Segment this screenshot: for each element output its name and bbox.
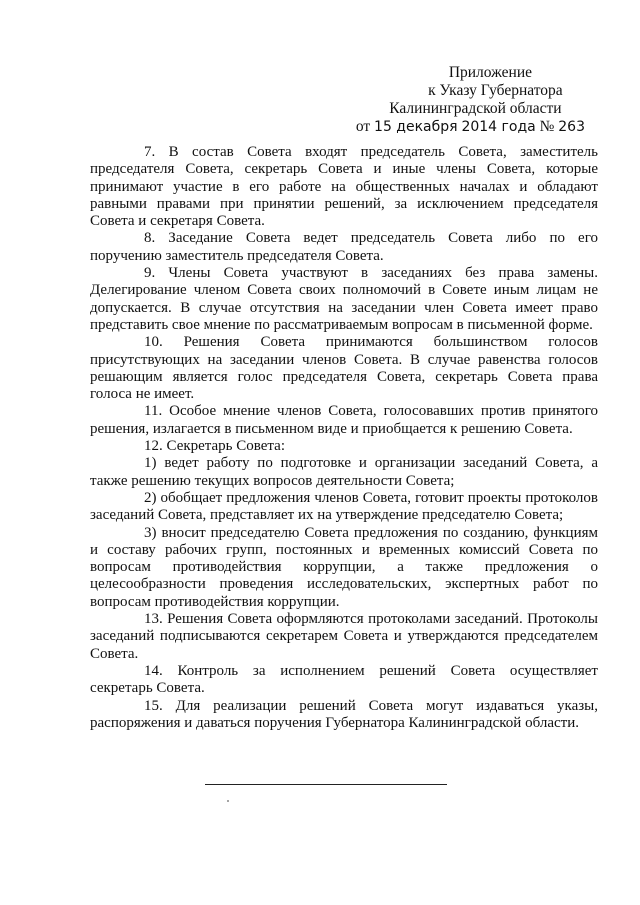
paragraph-8: 8. Заседание Совета ведет председатель Совета либо по его поручению заместитель председателя Совета.	[90, 230, 598, 264]
appendix-decree-ref: к Указу Губернатора	[428, 82, 563, 99]
paragraph-9: 9. Члены Совета участвуют в заседаниях без права замены. Делегирование членом Совета своих полномочий в Совете иным лицам не допускается. В случае отсутствия на заседании член Совета имеет право представить свое мнение по рассматриваемым вопросам в письменной форме.	[90, 265, 598, 333]
date-day-month: 15 декабря	[374, 119, 458, 135]
scan-speck	[227, 800, 229, 802]
paragraph-10: 10. Решения Совета принимаются большинством голосов присутствующих на заседании членов Совета. В случае равенства голосов решающим является голос председателя Совета, секретарь Совета права голоса не имеет.	[90, 334, 598, 403]
appendix-title: Приложение	[448, 64, 533, 81]
document-body	[90, 144, 598, 732]
paragraph-12-item-2: 2) обобщает предложения членов Совета, готовит проекты протоколов заседаний Совета, представляет их на утверждение председателю Совета;	[90, 489, 598, 524]
paragraph-13: 13. Решения Совета оформляются протоколами заседаний. Протоколы заседаний подписываются секретарем Совета и утверждаются председателем Совета.	[90, 611, 598, 662]
decree-number: 263	[558, 119, 585, 135]
paragraph-11: 11. Особое мнение членов Совета, голосовавших против принятого решения, излагается в письменном виде и приобщается к решению Совета.	[90, 403, 598, 437]
date-year: 2014 года	[461, 119, 536, 135]
decree-date-line	[356, 118, 585, 136]
closing-divider-line	[205, 784, 447, 785]
appendix-region: Калининградской области	[389, 100, 562, 117]
paragraph-12: 12. Секретарь Совета:	[144, 438, 285, 455]
paragraph-12-item-1: 1) ведет работу по подготовке и организации заседаний Совета, а также решению текущих вопросов деятельности Совета;	[90, 455, 598, 489]
appendix-header	[355, 64, 585, 136]
paragraph-14: 14. Контроль за исполнением решений Совета осуществляет секретарь Совета.	[90, 662, 598, 697]
paragraph-7: 7. В состав Совета входят председатель Совета, заместитель председателя Совета, секретарь Совета и иные члены Совета, которые принимают участие в его работе на общественных началах и обладают равными правами при принятии решений, за исключением председателя Совета и секретаря Совета.	[90, 144, 598, 230]
number-sign: №	[539, 118, 555, 135]
paragraph-15: 15. Для реализации решений Совета могут издаваться указы, распоряжения и даваться поручения Губернатора Калининградской области.	[90, 697, 598, 731]
date-prefix: от	[355, 118, 371, 135]
paragraph-12-item-3: 3) вносит председателю Совета предложения по созданию, функциям и составу рабочих групп, постоянных и временных комиссий Совета по вопросам противодействия коррупции, а также предложения о целесообразности проведения исследовательских, экспертных работ по вопросам противодействия коррупции.	[90, 524, 598, 610]
